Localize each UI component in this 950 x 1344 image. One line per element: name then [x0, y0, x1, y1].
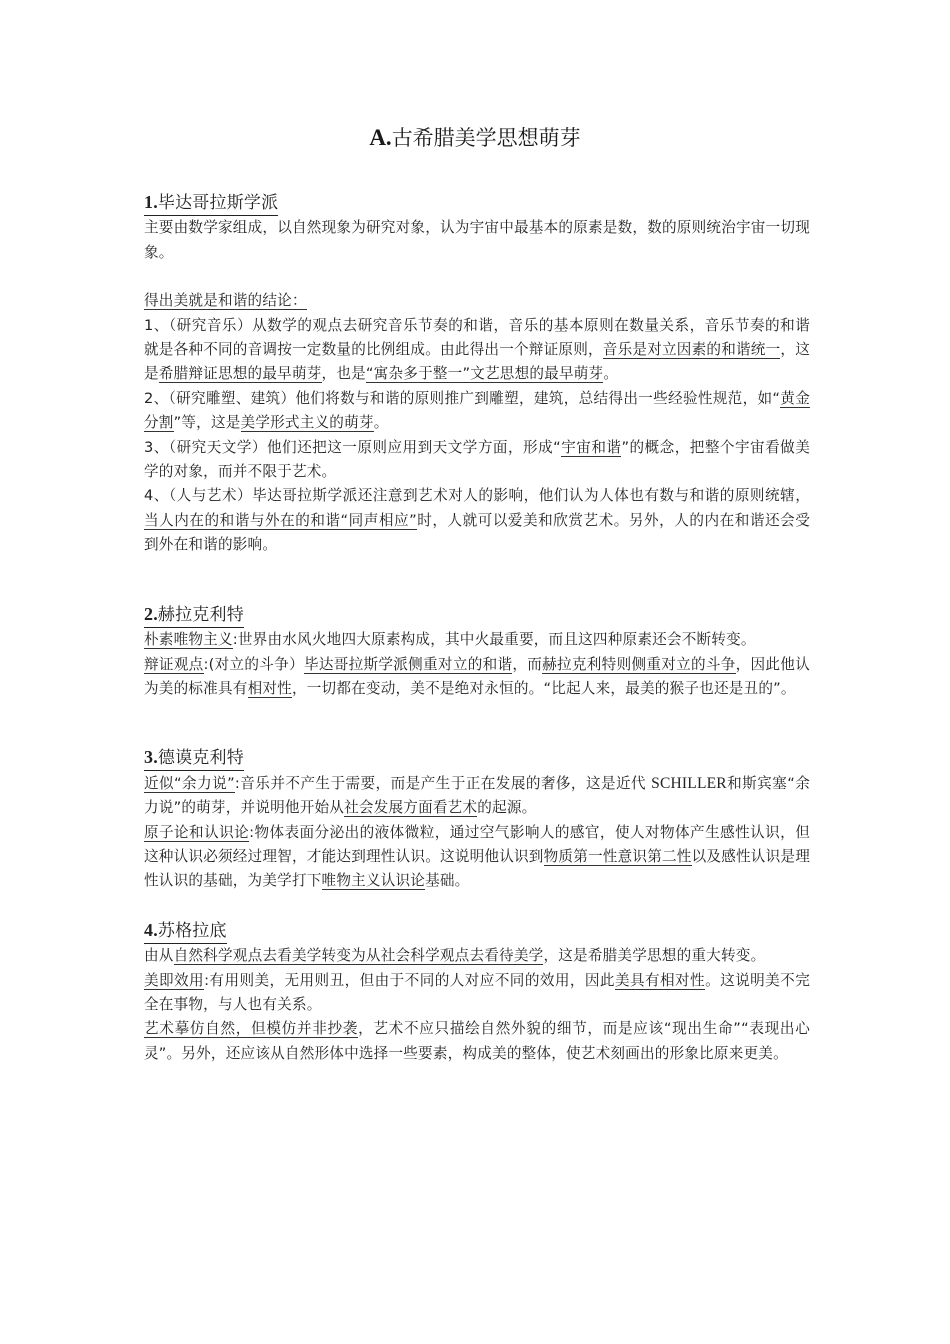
section-heraclitus	[144, 602, 810, 702]
title-lead: A.	[369, 125, 392, 150]
paragraph-utility: 美即效用:有用则美，无用则丑，但由于不同的人对应不同的效用，因此美具有相对性。这说明美不完全在事物，与人也有关系。	[144, 971, 810, 1013]
section-democritus	[144, 745, 810, 893]
section-heading: 4.苏格拉底	[144, 918, 227, 944]
paragraph-atomism: 原子论和认识论:物体表面分泌出的液体微粒，通过空气影响人的感官，使人对物体产生感性认识，但这种认识必须经过理智，才能达到理性认识。这说明他认识到物质第一性意识第二性以及感性认识是理性认识的基础，为美学打下唯物主义认识论基础。	[144, 823, 810, 890]
section-socrates	[144, 918, 810, 1066]
paragraph-music: 1、（研究音乐）从数学的观点去研究音乐节奏的和谐，音乐的基本原则在数量关系，音乐节奏的和谐就是各种不同的音调按一定数量的比例组成。由此得出一个辩证原则，音乐是对立因素的和谐统一，这是希腊辩证思想的最早萌芽，也是“寓杂多于整一”文艺思想的最早萌芽。	[144, 316, 811, 383]
paragraph-dialectics: 辩证观点:(对立的斗争）毕达哥拉斯学派侧重对立的和谐，而赫拉克利特则侧重对立的斗争，因此他认为美的标准具有相对性，一切都在变动，美不是绝对永恒的。“比起人来，最美的猴子也还是丑的”。	[144, 655, 810, 697]
paragraph-surplus-theory: 近似“余力说”:音乐并不产生于需要，而是产生于正在发展的奢侈，这是近代 SCHILLER和斯宾塞“余力说”的萌芽，并说明他开始从社会发展方面看艺术的起源。	[144, 774, 810, 817]
document-body	[144, 190, 810, 1066]
paragraph-materialism: 朴素唯物主义:世界由水风火地四大原素构成，其中火最重要，而且这四种原素还会不断转变。	[144, 631, 756, 649]
conclusion-label: 得出美就是和谐的结论：	[144, 292, 307, 310]
paragraph-shift: 由从自然科学观点去看美学转变为从社会科学观点去看待美学，这是希腊美学思想的重大转变。	[144, 947, 766, 965]
paragraph-astronomy: 3、（研究天文学）他们还把这一原则应用到天文学方面，形成“宇宙和谐”的概念，把整个宇宙看做美学的对象，而并不限于艺术。	[144, 438, 810, 481]
section-heading: 3.德谟克利特	[144, 745, 244, 771]
paragraph-imitation: 艺术摹仿自然，但模仿并非抄袭，艺术不应只描绘自然外貌的细节，而是应该“现出生命”“表现出心灵”。另外，还应该从自然形体中选择一些要素，构成美的整体，使艺术刻画出的形象比原来更美。	[144, 1020, 810, 1062]
title-text: 古希腊美学思想萌芽	[391, 126, 581, 150]
section-intro: 主要由数学家组成，以自然现象为研究对象，认为宇宙中最基本的原素是数，数的原则统治宇宙一切现象。	[144, 219, 810, 261]
section-pythagoreans	[144, 190, 810, 558]
paragraph-sculpture: 2、（研究雕塑、建筑）他们将数与和谐的原则推广到雕塑，建筑，总结得出一些经验性规范，如“黄金分割”等，这是美学形式主义的萌芽。	[144, 389, 810, 432]
paragraph-human-art: 4、（人与艺术）毕达哥拉斯学派还注意到艺术对人的影响，他们认为人体也有数与和谐的原则统辖，当人内在的和谐与外在的和谐“同声相应”时，人就可以爱美和欣赏艺术。另外，人的内在和谐还会受到外在和谐的影响。	[144, 487, 810, 554]
page-title	[0, 124, 950, 152]
section-heading: 1.毕达哥拉斯学派	[144, 190, 278, 216]
section-heading: 2.赫拉克利特	[144, 602, 244, 628]
